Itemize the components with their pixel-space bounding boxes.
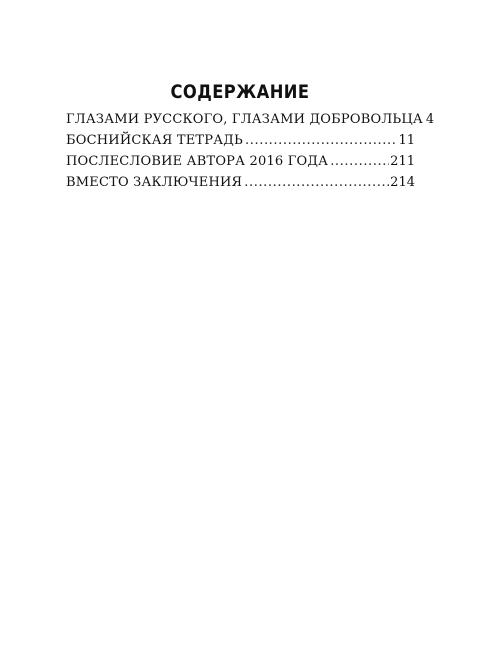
toc-entry-page: 214 (390, 175, 415, 190)
dot-leader (245, 130, 397, 151)
toc-entry-page: 4 (425, 112, 435, 127)
dot-leader (330, 151, 389, 172)
table-of-contents (66, 109, 435, 193)
toc-entry-title: БОСНИЙСКАЯ ТЕТРАДЬ (66, 133, 244, 148)
toc-entry-page: 11 (398, 133, 415, 148)
toc-entry-title: ГЛАЗАМИ РУССКОГО, ГЛАЗАМИ ДОБРОВОЛЬЦА (66, 112, 423, 127)
page-title: СОДЕРЖАНИЕ (170, 80, 310, 103)
toc-entry (66, 172, 415, 193)
toc-entry-title: ПОСЛЕСЛОВИЕ АВТОРА 2016 ГОДА (66, 154, 329, 169)
dot-leader (244, 172, 389, 193)
toc-entry (66, 130, 415, 151)
toc-entry-page: 211 (390, 154, 415, 169)
toc-entry (66, 151, 415, 172)
toc-entry-title: ВМЕСТО ЗАКЛЮЧЕНИЯ (66, 175, 243, 190)
toc-entry (66, 109, 435, 130)
